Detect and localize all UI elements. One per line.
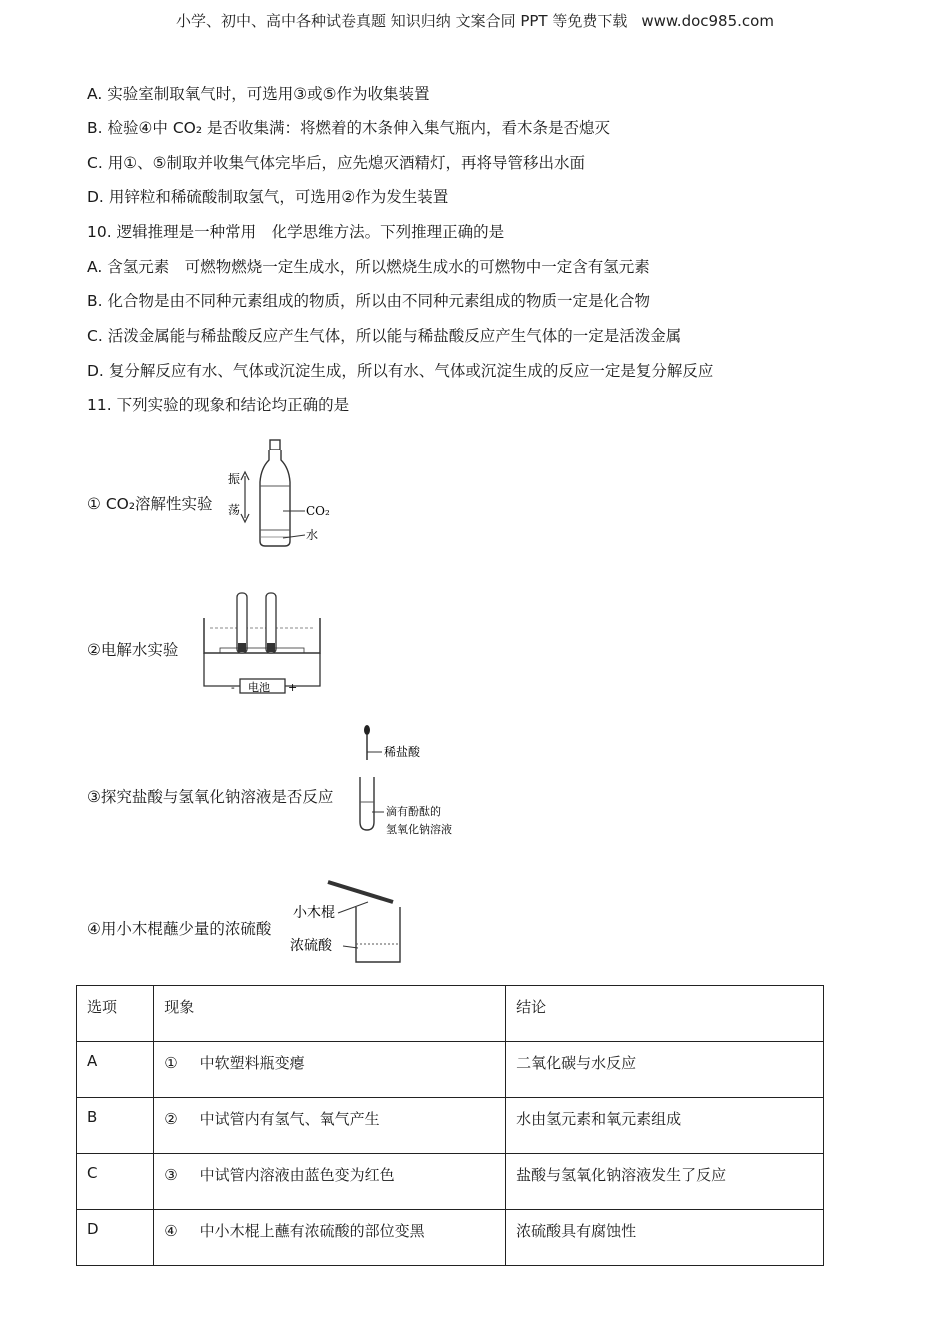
header-conclusion: 结论 [506,986,824,1042]
answer-table [76,985,824,1266]
plus-label: + [288,681,298,694]
q9-option-c: C. 用①、⑤制取并收集气体完毕后，应先熄灭酒精灯，再将导管移出水面 [87,154,585,172]
figure-3-test-tube [350,722,480,842]
stick-label: 小木棍 [293,905,335,921]
q10-option-c: C. 活泼金属能与稀盐酸反应产生气体，所以能与稀盐酸反应产生气体的一定是活泼金属 [87,327,682,345]
row-option: B [77,1098,154,1154]
gas-label: CO₂ [306,504,330,518]
minus-label: - [231,681,235,694]
row-phenomenon: ③ 中试管内溶液由蓝色变为红色 [154,1154,506,1210]
acid-label-4: 浓硫酸 [290,938,332,954]
q10-stem: 10. 逻辑推理是一种常用 化学思维方法。下列推理正确的是 [87,223,505,241]
battery-label: 电池 [248,681,270,694]
q10-option-b: B. 化合物是由不同种元素组成的物质，所以由不同种元素组成的物质一定是化合物 [87,292,651,310]
q9-option-a: A. 实验室制取氧气时，可选用③或⑤作为收集装置 [87,85,430,103]
table-row [77,1098,824,1154]
shake-label-1: 振 [228,472,241,486]
row-conclusion: 二氧化碳与水反应 [506,1042,824,1098]
row-option: C [77,1154,154,1210]
figure-2-electrolysis [200,588,325,698]
row-conclusion: 浓硫酸具有腐蚀性 [506,1210,824,1266]
shake-label-2: 荡 [228,503,241,517]
q10-option-a: A. 含氢元素 可燃物燃烧一定生成水，所以燃烧生成水的可燃物中一定含有氢元素 [87,258,650,276]
figure-3-label: ③探究盐酸与氢氧化钠溶液是否反应 [87,788,334,806]
acid-label: 稀盐酸 [384,745,421,759]
table-row [77,1042,824,1098]
header-url: www.doc985.com [641,12,774,30]
row-conclusion: 水由氢元素和氧元素组成 [506,1098,824,1154]
row-option: A [77,1042,154,1098]
water-label: 水 [306,528,319,542]
row-option: D [77,1210,154,1266]
page-header [0,10,950,31]
row-phenomenon: ④ 中小木棍上蘸有浓硫酸的部位变黑 [154,1210,506,1266]
figure-1-bottle [225,438,345,553]
solution-label-2: 氢氧化钠溶液 [386,823,452,836]
q11-stem: 11. 下列实验的现象和结论均正确的是 [87,396,350,414]
row-phenomenon: ① 中软塑料瓶变瘪 [154,1042,506,1098]
header-phenomenon: 现象 [154,986,506,1042]
row-phenomenon: ② 中试管内有氢气、氧气产生 [154,1098,506,1154]
q9-option-b: B. 检验④中 CO₂ 是否收集满：将燃着的木条伸入集气瓶内，看木条是否熄灭 [87,119,610,137]
table-header-row [77,986,824,1042]
row-conclusion: 盐酸与氢氧化钠溶液发生了反应 [506,1154,824,1210]
figure-2-label: ②电解水实验 [87,641,179,659]
header-text: 小学、初中、高中各种试卷真题 知识归纳 文案合同 PPT 等免费下载 [176,12,628,30]
q10-option-d: D. 复分解反应有水、气体或沉淀生成，所以有水、气体或沉淀生成的反应一定是复分解反应 [87,362,714,380]
table-row [77,1154,824,1210]
solution-label-1: 滴有酚酞的 [386,805,441,818]
figure-1-label: ① CO₂溶解性实验 [87,495,213,513]
figure-4-label: ④用小木棍蘸少量的浓硫酸 [87,920,272,938]
figure-4-beaker [288,872,413,972]
q9-option-d: D. 用锌粒和稀硫酸制取氢气，可选用②作为发生装置 [87,188,449,206]
table-row [77,1210,824,1266]
header-option: 选项 [77,986,154,1042]
